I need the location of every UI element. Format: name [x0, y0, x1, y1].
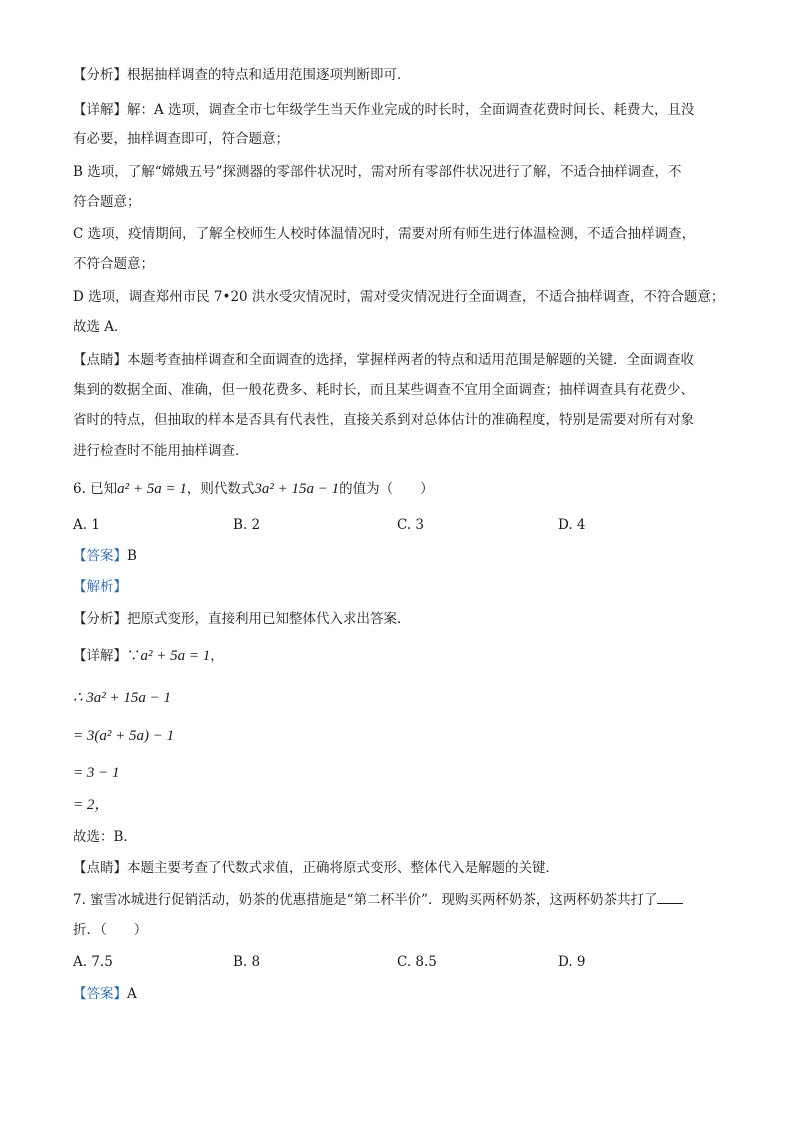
q6-step-1: ∴ 3a² + 15a − 1: [73, 690, 172, 706]
q5-comment-line1: 【点睛】本题考查抽样调查和全面调查的选择，掌握样两者的特点和适用范围是解题的关键．全面调查收: [73, 352, 694, 368]
q7-stem-line2: 折．（ ）: [73, 922, 148, 938]
q7-option-c: C. 8.5: [397, 954, 437, 970]
q6-stem-mid: ，则代数式: [186, 481, 255, 497]
q7-answer-label: 【答案】: [73, 986, 127, 1002]
q6-answer-label: 【答案】: [73, 548, 127, 564]
q6-step-4: = 2，: [73, 797, 110, 813]
q6-answer: [73, 547, 137, 565]
q5-option-d-line1: D 选项，调查郑州市民 7•20 洪水受灾情况时，需对受灾情况进行全面调查，不适合抽样调查，不符合题意；: [73, 289, 725, 305]
q6-stem-given: a² + 5a = 1: [117, 481, 187, 497]
q6-option-d: D. 4: [558, 517, 586, 533]
q6-option-a: A. 1: [73, 517, 100, 533]
q6-analysis: 【分析】把原式变形，直接利用已知整体代入求出答案．: [73, 611, 411, 627]
q5-comment-line3: 省时的特点，但抽取的样本是否具有代表性，直接关系到对总体估计的准确程度，特别是需要对所有对象: [73, 412, 694, 428]
q7-stem-text: 7. 蜜雪冰城进行促销活动，奶茶的优惠措施是“第二杯半价”．现购买两杯奶茶，这两杯奶茶共打了: [73, 892, 658, 908]
q6-answer-value: B: [127, 548, 137, 564]
q6-solution-label: 【解析】: [73, 579, 127, 595]
q5-comment-line2: 集到的数据全面、准确，但一般花费多、耗时长，而且某些调查不宜用全面调查；抽样调查具有花费少、: [73, 382, 694, 398]
q7-option-b: B. 8: [233, 954, 261, 970]
q6-detail-end: ，: [210, 648, 224, 664]
q6-detail-prefix: 【详解】∵: [73, 648, 141, 664]
q5-option-c-line2: 不符合题意；: [73, 256, 154, 272]
q5-choose: 故选 A．: [73, 319, 128, 335]
q6-step-3: = 3 − 1: [73, 765, 120, 781]
q6-comment: 【点睛】本题主要考查了代数式求值，正确将原式变形、整体代入是解题的关键．: [73, 860, 559, 876]
q5-detail-line1: 【详解】解：A 选项，调查全市七年级学生当天作业完成的时长时，全面调查花费时间长、耗费大，且没: [73, 102, 695, 118]
q5-detail-line2: 有必要，抽样调查即可，符合题意；: [73, 131, 289, 147]
q6-option-c: C. 3: [397, 517, 425, 533]
q6-step-2: = 3(a² + 5a) − 1: [73, 728, 175, 744]
q5-option-b-line2: 符合题意；: [73, 194, 141, 210]
q5-option-c-line1: C 选项，疫情期间，了解全校师生人校时体温情况时，需要对所有师生进行体温检测，不适合抽样调查，: [73, 226, 696, 242]
q7-option-d: D. 9: [558, 954, 586, 970]
q7-stem-line1: [73, 891, 683, 909]
q7-answer: [73, 985, 137, 1003]
q6-stem-suffix: 的值为（ ）: [339, 481, 434, 497]
q6-choose: 故选：B．: [73, 829, 137, 845]
q6-stem: [73, 480, 434, 498]
q5-option-b-line1: B 选项，了解“嫦娥五号”探测器的零部件状况时，需对所有零部件状况进行了解，不适合抽样调查，不: [73, 164, 682, 180]
q6-option-b: B. 2: [233, 517, 261, 533]
q6-stem-expr: 3a² + 15a − 1: [254, 481, 340, 497]
q6-detail-given: a² + 5a = 1: [140, 648, 211, 664]
q5-analysis: 【分析】根据抽样调查的特点和适用范围逐项判断即可．: [73, 67, 411, 83]
q7-answer-blank: [657, 891, 683, 904]
q5-comment-line4: 进行检查时不能用抽样调查．: [73, 443, 249, 459]
q7-answer-value: A: [127, 986, 137, 1002]
q6-detail: [73, 647, 224, 665]
q7-option-a: A. 7.5: [73, 954, 113, 970]
q6-stem-prefix: 6. 已知: [73, 481, 118, 497]
